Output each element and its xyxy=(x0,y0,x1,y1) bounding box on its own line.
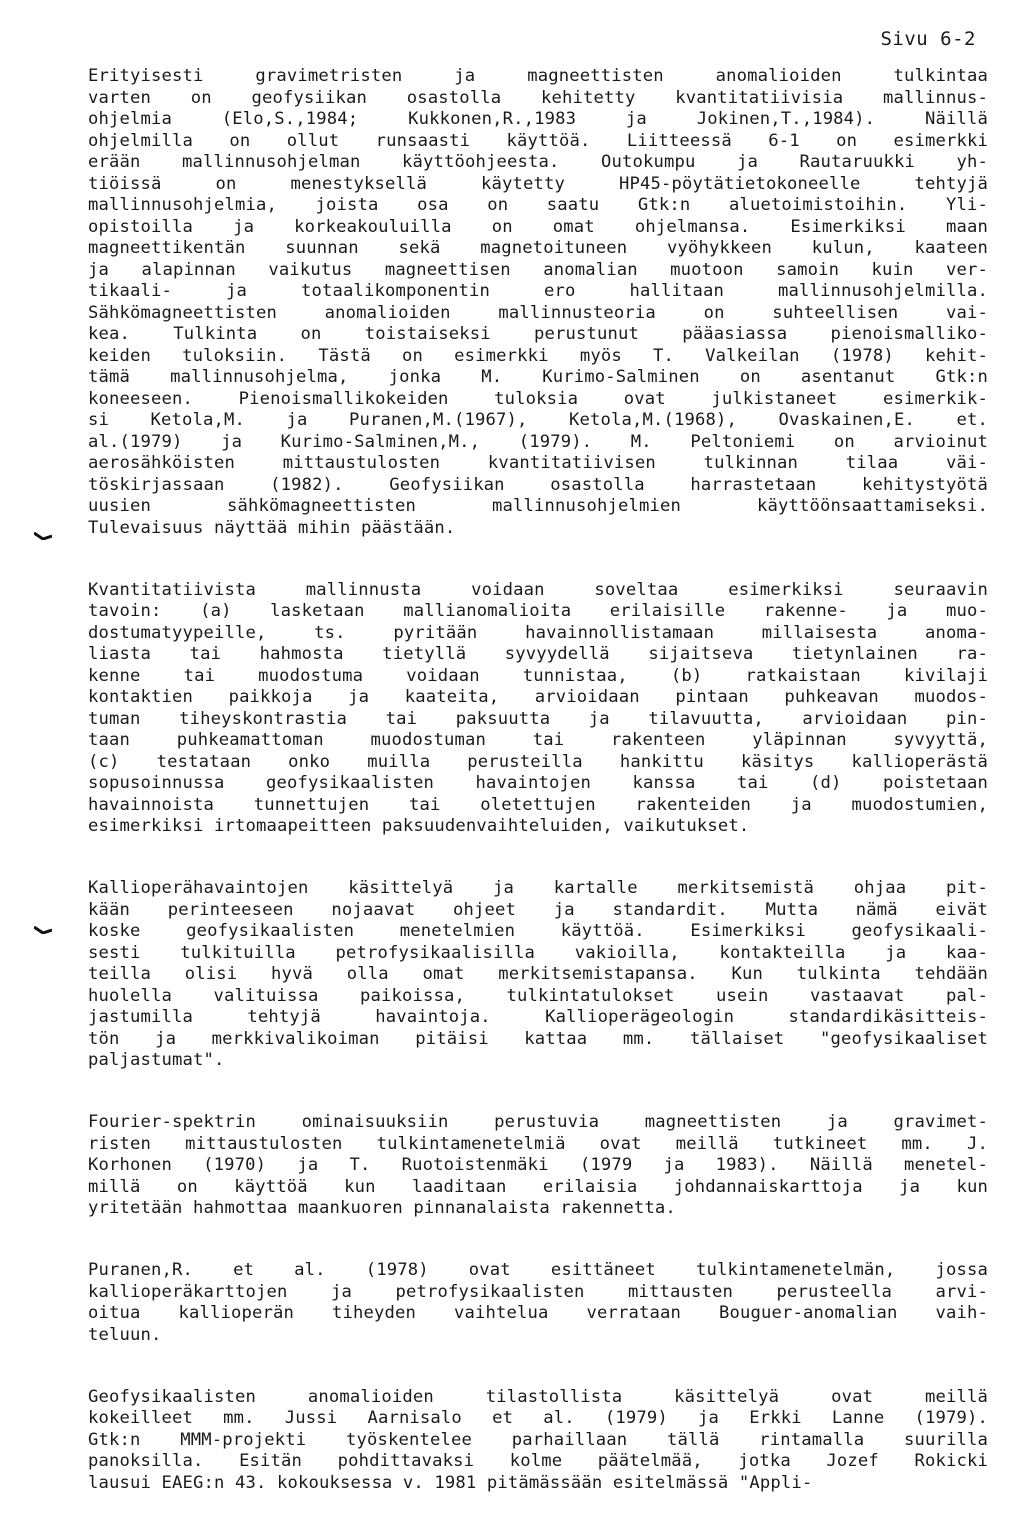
text-line: tikaali- ja totaalikomponentin ero hallitaan mallinnusohjelmilla. xyxy=(88,281,988,301)
text-line: kään perinteeseen nojaavat ohjeet ja standardit. Mutta nämä eivät xyxy=(88,899,988,920)
text-line: mallinnusohjelmia, joista osa on saatu Gtk:n aluetoimistoihin. Yli- xyxy=(88,195,988,215)
text-line: huolella valituissa paikoissa, tulkintatulokset usein vastaavat pal- xyxy=(88,985,988,1006)
text-line: kea. Tulkinta on toistaiseksi perustunut pääasiassa pienoismalliko- xyxy=(88,324,988,344)
text-line: töskirjassaan (1982). Geofysiikan osastolla harrastetaan kehitystyötä xyxy=(88,474,988,495)
text-line: oitua kallioperän tiheyden vaihtelua verrataan Bouguer-anomalian vaih- xyxy=(88,1303,988,1323)
text-line: sesti tulkituilla petrofysikaalisilla vakioilla, kontakteilla ja kaa- xyxy=(88,942,988,963)
text-line: erään mallinnusohjelman käyttöohjeesta. Outokumpu ja Rautaruukki yh- xyxy=(88,152,988,172)
paragraph xyxy=(88,1112,988,1220)
text-line: koneeseen. Pienoismallikokeiden tuloksia ovat julkistaneet esimerkik- xyxy=(88,388,988,409)
text-line: havainnoista tunnettujen tai oletettujen rakenteiden ja muodostumien, xyxy=(88,794,988,815)
text-line: ohjelmia (Elo,S.,1984; Kukkonen,R.,1983 ja Jokinen,T.,1984). Näillä xyxy=(88,109,988,129)
text-line: liasta tai hahmosta tietyllä syvyydellä sijaitseva tietynlainen ra- xyxy=(88,644,988,664)
text-line: Korhonen (1970) ja T. Ruotoistenmäki (1979 ja 1983). Näillä menetel- xyxy=(88,1155,988,1175)
text-line: Puranen,R. et al. (1978) ovat esittäneet tulkintamenetelmän, jossa xyxy=(88,1260,988,1280)
text-line: panoksilla. Esitän pohdittavaksi kolme päätelmää, jotka Jozef Rokicki xyxy=(88,1451,988,1471)
text-line: kokeilleet mm. Jussi Aarnisalo et al. (1979) ja Erkki Lanne (1979). xyxy=(88,1408,988,1428)
text-line: Tulevaisuus näyttää mihin päästään. xyxy=(88,517,456,538)
margin-check-mark-icon xyxy=(34,532,52,540)
paragraph xyxy=(88,66,988,539)
text-line: Geofysikaalisten anomalioiden tilastollista käsittelyä ovat meillä xyxy=(88,1386,988,1407)
text-line: tuman tiheyskontrastia tai paksuutta ja tilavuutta, arvioidaan pin- xyxy=(88,708,988,729)
text-line: opistoilla ja korkeakouluilla on omat ohjelmansa. Esimerkiksi maan xyxy=(88,216,988,237)
text-line: Kallioperähavaintojen käsittelyä ja kartalle merkitsemistä ohjaa pit- xyxy=(88,878,988,898)
text-line: magneettikentän suunnan sekä magnetoituneen vyöhykkeen kulun, kaateen xyxy=(88,238,988,258)
text-line: taan puhkeamattoman muodostuman tai rakenteen yläpinnan syvyyttä, xyxy=(88,730,988,750)
paragraph xyxy=(88,580,988,838)
text-line: tavoin: (a) lasketaan mallianomalioita erilaisille rakenne- ja muo- xyxy=(88,601,988,621)
text-line: sopusoinnussa geofysikaalisten havaintojen kanssa tai (d) poistetaan xyxy=(88,773,988,793)
text-line: teilla olisi hyvä olla omat merkitsemistapansa. Kun tulkinta tehdään xyxy=(88,964,988,984)
text-line: si Ketola,M. ja Puranen,M.(1967), Ketola,M.(1968), Ovaskainen,E. et. xyxy=(88,410,988,430)
text-line: Kvantitatiivista mallinnusta voidaan soveltaa esimerkiksi seuraavin xyxy=(88,579,988,600)
text-line: teluun. xyxy=(88,1324,162,1345)
paragraph xyxy=(88,1387,988,1495)
text-line: yritetään hahmottaa maankuoren pinnanalaista rakennetta. xyxy=(88,1198,676,1218)
text-line: esimerkiksi irtomaapeitteen paksuudenvaihteluiden, vaikutukset. xyxy=(88,816,750,836)
text-line: keiden tuloksiin. Tästä on esimerkki myös T. Valkeilan (1978) kehit- xyxy=(88,345,988,366)
text-line: risten mittaustulosten tulkintamenetelmiä ovat meillä tutkineet mm. J. xyxy=(88,1133,988,1154)
text-line: Erityisesti gravimetristen ja magneettisten anomalioiden tulkintaa xyxy=(88,66,988,86)
text-line: tämä mallinnusohjelma, jonka M. Kurimo-Salminen on asentanut Gtk:n xyxy=(88,367,988,387)
text-line: aerosähköisten mittaustulosten kvantitatiivisen tulkinnan tilaa väi- xyxy=(88,453,988,473)
text-line: koske geofysikaalisten menetelmien käyttöä. Esimerkiksi geofysikaali- xyxy=(88,921,988,941)
text-line: ja alapinnan vaikutus magneettisen anomalian muotoon samoin kuin ver- xyxy=(88,259,988,280)
text-line: jastumilla tehtyjä havaintoja. Kallioperägeologin standardikäsitteis- xyxy=(88,1007,988,1027)
paragraph xyxy=(88,1260,988,1346)
text-line: ohjelmilla on ollut runsaasti käyttöä. Liitteessä 6-1 on esimerkki xyxy=(88,130,988,151)
text-line: tön ja merkkivalikoiman pitäisi kattaa mm. tällaiset "geofysikaaliset xyxy=(88,1028,988,1049)
text-line: paljastumat". xyxy=(88,1050,225,1070)
text-line: kenne tai muodostuma voidaan tunnistaa, (b) ratkaistaan kivilaji xyxy=(88,665,988,686)
body-text xyxy=(88,66,988,1535)
paragraph xyxy=(88,878,988,1072)
text-line: tiöissä on menestyksellä käytetty HP45-pöytätietokoneelle tehtyjä xyxy=(88,173,988,194)
text-line: al.(1979) ja Kurimo-Salminen,M., (1979). M. Peltoniemi on arvioinut xyxy=(88,431,988,452)
text-line: lausui EAEG:n 43. kokouksessa v. 1981 pitämässään esitelmässä "Appli- xyxy=(88,1472,813,1493)
text-line: (c) testataan onko muilla perusteilla hankittu käsitys kallioperästä xyxy=(88,751,988,772)
text-line: kontaktien paikkoja ja kaateita, arvioidaan pintaan puhkeavan muodos- xyxy=(88,687,988,707)
text-line: kallioperäkarttojen ja petrofysikaalisten mittausten perusteella arvi- xyxy=(88,1281,988,1302)
text-line: Gtk:n MMM-projekti työskentelee parhaillaan tällä rintamalla suurilla xyxy=(88,1429,988,1450)
text-line: varten on geofysiikan osastolla kehitetty kvantitatiivisia mallinnus- xyxy=(88,87,988,108)
page-number: Sivu 6-2 xyxy=(880,28,976,50)
text-line: Sähkömagneettisten anomalioiden mallinnusteoria on suhteellisen vai- xyxy=(88,302,988,323)
text-line: dostumatyypeille, ts. pyritään havainnollistamaan millaisesta anoma- xyxy=(88,622,988,643)
text-line: millä on käyttöä kun laaditaan erilaisia johdannaiskarttoja ja kun xyxy=(88,1176,988,1197)
text-line: Fourier-spektrin ominaisuuksiin perustuvia magneettisten ja gravimet- xyxy=(88,1112,988,1132)
margin-check-mark-icon xyxy=(34,926,52,934)
text-line: uusien sähkömagneettisten mallinnusohjelmien käyttöönsaattamiseksi. xyxy=(88,496,988,516)
